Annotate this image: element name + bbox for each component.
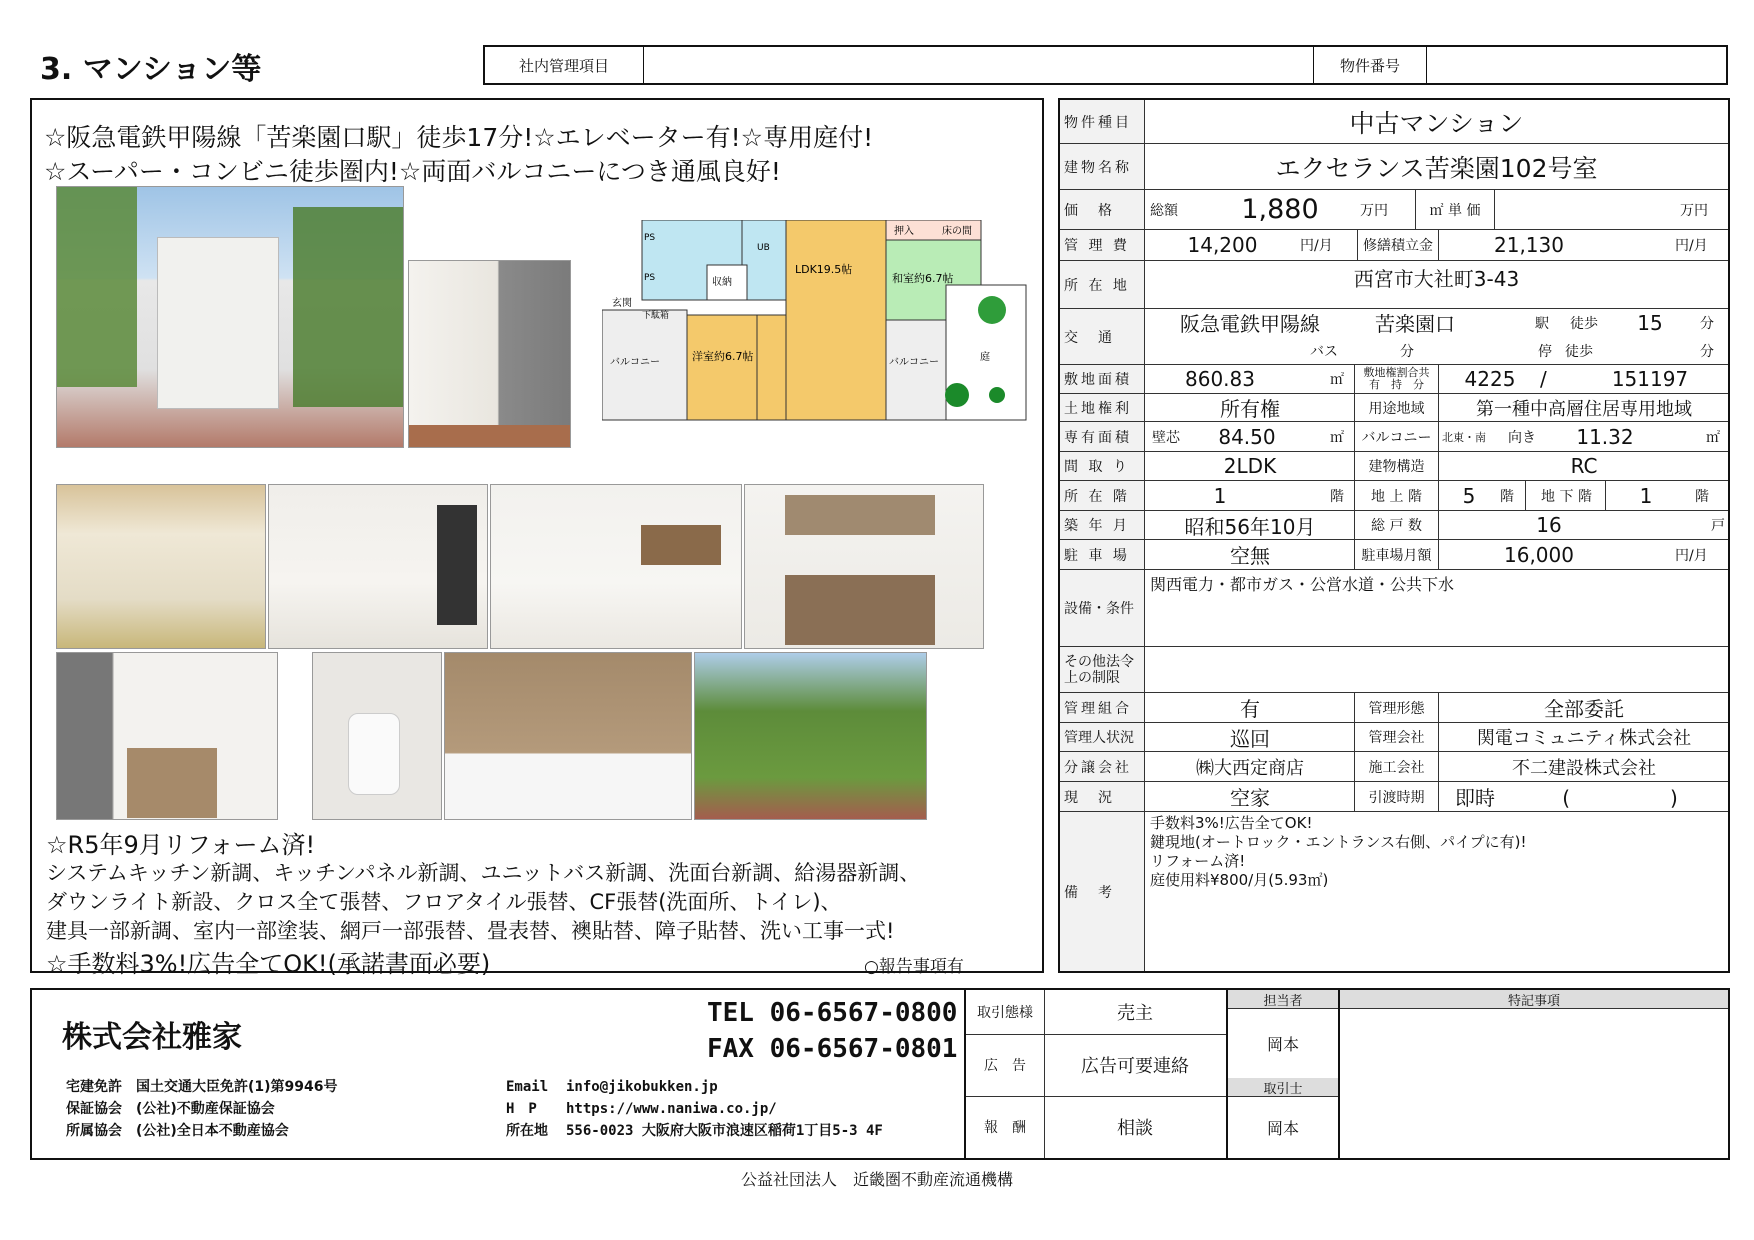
- address: 西宮市大社町3-43: [1353, 267, 1520, 291]
- fp-ps1-label: PS: [644, 233, 656, 243]
- row-land: 敷地面積 860.83 ㎡ 敷地権割合共 有 持 分 4225 / 151197: [1060, 365, 1728, 394]
- report-note: ○報告事項有: [864, 957, 964, 977]
- listing-visual-panel: [30, 98, 1044, 978]
- reform-line-3: 建具一部新調、室内一部塗装、網戸一部張替、畳表替、襖貼替、障子貼替、洗い工事一式!: [46, 919, 895, 943]
- organization-footer: 公益社団法人 近畿圏不動産流通機構: [740, 1170, 1013, 1189]
- hallway-photo: [408, 260, 571, 448]
- mgmt-item-value[interactable]: [644, 47, 1314, 83]
- fp-entrance-label: 玄関: [612, 298, 632, 309]
- row-remarks: 備 考 手数料3%!広告全てOK! 鍵現地(オートロック・エントランス右側、パイプに有)! リフォーム済! 庭使用料¥800/月(5.93㎡): [1060, 812, 1728, 971]
- kitchen-photo: [744, 484, 984, 649]
- row-floor-area: 専有面積 壁芯 84.50 ㎡ バルコニー 北東・南 向き 11.32 ㎡: [1060, 422, 1728, 452]
- repair-fund: 21,130: [1494, 233, 1564, 257]
- fp-ub-label: UB: [757, 243, 770, 253]
- row-restrictions: その他法令 上の制限: [1060, 647, 1728, 693]
- fp-ps2-label: PS: [644, 273, 656, 283]
- deal-table: 取引態様 売主 広 告 広告可要連絡 報 酬 相談: [964, 990, 1226, 1158]
- tel-number[interactable]: 06-6567-0800: [769, 998, 958, 1028]
- row-floors: 所 在 階 1 階 地 上 階 5 階 地 下 階 1 階: [1060, 481, 1728, 511]
- reform-line-2: ダウンライト新設、クロス全て張替、フロアタイル張替、CF張替(洗面所、トイレ)、: [46, 890, 842, 914]
- fee-ok-line: ☆手数料3%!広告全てOK!(承諾書面必要): [46, 950, 491, 978]
- row-fees: 管 理 費 14,200 円/月 修繕積立金 21,130 円/月: [1060, 230, 1728, 261]
- washitsu-photo: [56, 484, 266, 649]
- company-name: 株式会社雅家: [62, 1020, 242, 1055]
- toilet-photo: [312, 652, 442, 820]
- row-status: 現 況 空家 引渡時期 即時 ( ): [1060, 782, 1728, 812]
- bedroom-photo: [268, 484, 488, 649]
- fp-ldk-label: LDK19.5帖: [795, 263, 853, 276]
- walk-minutes: 15: [1637, 310, 1663, 335]
- company-footer: [30, 988, 1730, 1160]
- management-bar: [483, 45, 1728, 85]
- building-name: エクセランス苦楽園102号室: [1275, 153, 1598, 183]
- row-association: 管理組合 有 管理形態 全部委託: [1060, 693, 1728, 723]
- tel-label: TEL: [707, 998, 754, 1028]
- row-built: 築 年 月 昭和56年10月 総 戸 数 16 戸: [1060, 511, 1728, 540]
- fp-storage-label: 収納: [712, 277, 732, 288]
- garden-photo: [694, 652, 927, 820]
- property-details-table: [1058, 98, 1730, 973]
- row-equipment: 設備・条件 関西電力・都市ガス・公営水道・公共下水: [1060, 570, 1728, 647]
- company-contact: Email info@jikobukken.jp H P https://www.naniwa.co.jp/ 所在地 556-0023 大阪府大阪市浪速区稲荷1丁目5-3 4F: [506, 1079, 883, 1139]
- headline-2: ☆スーパー・コンビニ徒歩圏内!☆両面バルコニーにつき通風良好!: [44, 157, 781, 186]
- row-manager: 管理人状況 巡回 管理会社 関電コミュニティ株式会社: [1060, 723, 1728, 752]
- rail-line: 阪急電鉄甲陽線: [1180, 312, 1320, 336]
- row-layout: 間 取 り 2LDK 建物構造 RC: [1060, 452, 1728, 481]
- floor-plan: [602, 220, 1028, 445]
- fp-shoebox-label: 下駄箱: [642, 311, 670, 321]
- fp-balcony-left-label: バルコニー: [610, 357, 660, 368]
- fp-garden-label: 庭: [980, 352, 990, 363]
- layout: 2LDK: [1223, 454, 1277, 478]
- fp-balcony-right-label: バルコニー: [889, 357, 939, 368]
- reform-title: ☆R5年9月リフォーム済!: [46, 831, 316, 859]
- row-type: 物件種目 中古マンション: [1060, 100, 1728, 144]
- mgmt-number-label: 物件番号: [1314, 47, 1427, 83]
- price-value: 1,880: [1241, 194, 1319, 225]
- headline-1: ☆阪急電鉄甲陽線「苦楽園口駅」徒歩17分!☆エレベーター有!☆専用庭付!: [44, 123, 874, 152]
- exterior-photo: [56, 186, 404, 448]
- fp-oshiire-label: 押入: [894, 226, 914, 237]
- fax-number: 06-6567-0801: [769, 1034, 958, 1064]
- fax-label: FAX: [707, 1034, 754, 1064]
- row-traffic: 交 通 阪急電鉄甲陽線 苦楽園口 駅 徒歩 15 分 バス 分 停 徒歩 分: [1060, 309, 1728, 365]
- row-price: 価 格 総額 1,880 万円 ㎡ 単 価 万円: [1060, 190, 1728, 230]
- company-licenses: 宅建免許 国土交通大臣免許(1)第9946号 保証協会 (公社)不動産保証協会 所属協会 (公社)全日本不動産協会: [66, 1079, 338, 1139]
- mgmt-fee: 14,200: [1187, 233, 1258, 257]
- section-title: 3. マンション等: [40, 52, 262, 87]
- remarks: 手数料3%!広告全てOK! 鍵現地(オートロック・エントランス右側、パイプに有)! リフォーム済! 庭使用料¥800/月(5.93㎡): [1150, 814, 1527, 889]
- website-link[interactable]: https://www.naniwa.co.jp/: [566, 1101, 777, 1117]
- special-notes: 特記事項: [1338, 990, 1728, 1158]
- row-parking: 駐 車 場 空無 駐車場月額 16,000 円/月: [1060, 540, 1728, 570]
- fp-tokonoma-label: 床の間: [942, 226, 972, 237]
- land-area: 860.83: [1185, 367, 1255, 391]
- reform-line-1: システムキッチン新調、キッチンパネル新調、ユニットバス新調、洗面台新調、給湯器新調、: [46, 861, 921, 885]
- email-link[interactable]: info@jikobukken.jp: [566, 1079, 718, 1095]
- row-address: 所 在 地 西宮市大社町3-43: [1060, 261, 1728, 309]
- staff-table: 担当者 岡本 取引士 岡本: [1226, 990, 1338, 1158]
- mgmt-number-value[interactable]: [1427, 47, 1726, 83]
- fp-yoshitsu-label: 洋室約6.7帖: [692, 350, 754, 363]
- row-name: 建物名称 エクセランス苦楽園102号室: [1060, 144, 1728, 190]
- row-seller: 分譲会社 ㈱大西定商店 施工会社 不二建設株式会社: [1060, 752, 1728, 782]
- fp-washitsu-label: 和室約6.7帖: [892, 272, 954, 285]
- mgmt-item-label: 社内管理項目: [485, 47, 644, 83]
- floor-area: 84.50: [1218, 424, 1276, 449]
- ldk-photo: [490, 484, 742, 649]
- vanity-photo: [56, 652, 278, 820]
- bathroom-photo: [444, 652, 692, 820]
- station: 苦楽園口: [1375, 312, 1455, 336]
- property-type: 中古マンション: [1349, 108, 1524, 138]
- row-rights: 土地権利 所有権 用途地域 第一種中高層住居専用地域: [1060, 394, 1728, 422]
